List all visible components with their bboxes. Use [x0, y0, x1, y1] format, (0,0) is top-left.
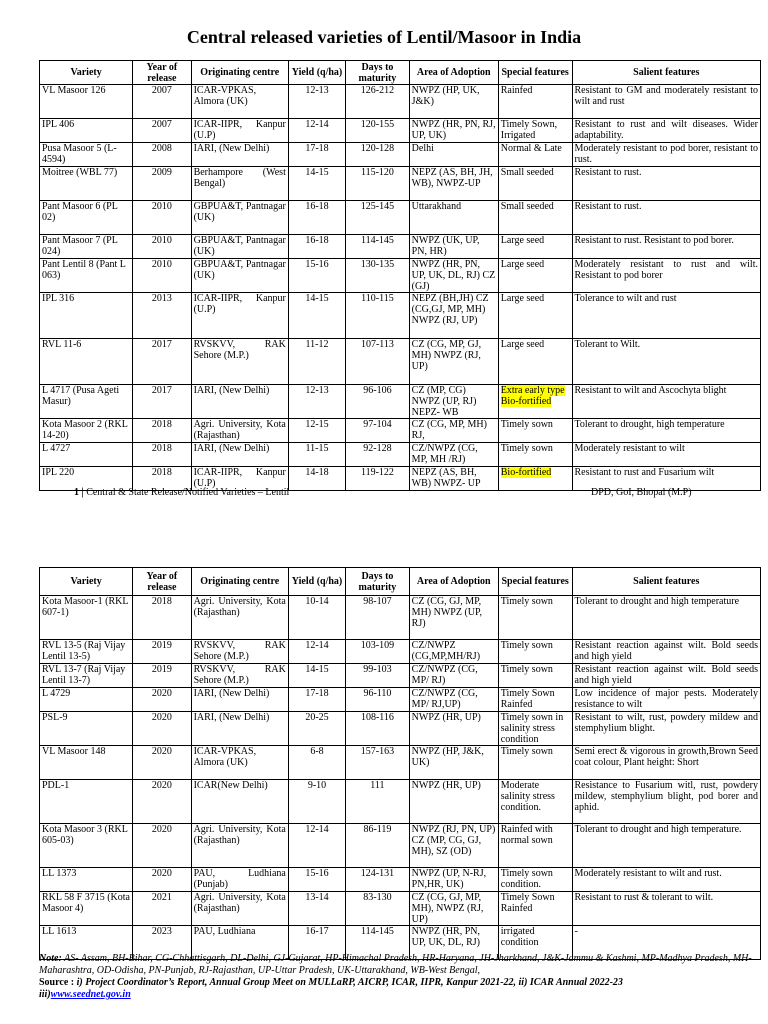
- note-text: AS- Assam, BH-Bihar, CG-Chhattisgarh, DL-Delhi, GJ-Gujarat, HP-Himachal Pradesh, HR-Haryana, JH-Jharkhand, J&K-Jammu & Kashmi, MP-Madhya Pradesh, MH-Maharashtra, OD-Odisha, PN-Punjab, RJ-Rajasthan, UP-Uttar Pradesh, UK-Uttarakhand, WB-West Bengal,: [39, 953, 752, 976]
- header-variety: Variety: [40, 61, 133, 85]
- cell-area: Uttarakhand: [409, 201, 498, 235]
- cell-maturity: 110-115: [346, 293, 409, 339]
- cell-salient: Resistant to rust and Fusarium wilt: [572, 467, 761, 491]
- table-row: [40, 293, 761, 339]
- cell-year: 2018: [133, 596, 191, 640]
- header-special: Special features: [498, 568, 572, 596]
- cell-area: CZ/NWPZ (CG,MP,MH/RJ): [409, 640, 498, 664]
- cell-salient: Moderately resistant to rust and wilt. Resistant to pod borer: [572, 259, 761, 293]
- cell-yield: 12-14: [288, 640, 345, 664]
- table-row: [40, 892, 761, 926]
- cell-area: NWPZ (RJ, PN, UP) CZ (MP, CG, GJ, MH), SZ (OD): [409, 824, 498, 868]
- cell-yield: 12-14: [288, 119, 345, 143]
- cell-salient: Resistant to rust & tolerant to wilt.: [572, 892, 761, 926]
- table-row: [40, 385, 761, 419]
- cell-variety: Kota Masoor-1 (RKL 607-1): [40, 596, 133, 640]
- cell-maturity: 96-106: [346, 385, 409, 419]
- cell-special: Large seed: [498, 293, 572, 339]
- header-salient: Salient features: [572, 61, 761, 85]
- cell-salient: Resistant reaction against wilt. Bold seeds and high yield: [572, 640, 761, 664]
- cell-yield: 14-15: [288, 167, 345, 201]
- cell-variety: Kota Masoor 2 (RKL 14-20): [40, 419, 133, 443]
- cell-variety: LL 1613: [40, 926, 133, 960]
- header-salient: Salient features: [572, 568, 761, 596]
- header-yield: Yield (q/ha): [288, 568, 345, 596]
- cell-origin: IARI, (New Delhi): [191, 443, 288, 467]
- cell-year: 2018: [133, 443, 191, 467]
- cell-salient: Resistant to rust.: [572, 167, 761, 201]
- cell-origin: ICAR-IIPR, Kanpur (U.P): [191, 467, 288, 491]
- cell-special: Small seeded: [498, 201, 572, 235]
- cell-variety: L 4717 (Pusa Ageti Masur): [40, 385, 133, 419]
- varieties-table-2: [39, 567, 761, 960]
- cell-salient: Moderately resistant to wilt and rust.: [572, 868, 761, 892]
- cell-maturity: 107-113: [346, 339, 409, 385]
- table-row: [40, 746, 761, 780]
- cell-special: Large seed: [498, 235, 572, 259]
- cell-special: Timely Sown Rainfed: [498, 892, 572, 926]
- cell-variety: IPL 316: [40, 293, 133, 339]
- table-row: [40, 339, 761, 385]
- cell-special: [498, 467, 572, 491]
- cell-special: Timely sown: [498, 746, 572, 780]
- footer-separator: |: [81, 487, 84, 498]
- page-title: Central released varieties of Lentil/Masoor in India: [186, 27, 582, 47]
- cell-maturity: 86-119: [346, 824, 409, 868]
- cell-maturity: 99-103: [346, 664, 409, 688]
- cell-origin: Agri. University, Kota (Rajasthan): [191, 824, 288, 868]
- cell-special: Timely Sown Rainfed: [498, 688, 572, 712]
- cell-maturity: 119-122: [346, 467, 409, 491]
- cell-year: 2017: [133, 339, 191, 385]
- cell-year: 2009: [133, 167, 191, 201]
- cell-year: 2020: [133, 868, 191, 892]
- table-row: [40, 235, 761, 259]
- highlight: Bio-fortified: [500, 467, 552, 478]
- table-row: [40, 143, 761, 167]
- cell-yield: 20-25: [288, 712, 345, 746]
- cell-origin: IARI, (New Delhi): [191, 688, 288, 712]
- cell-salient: Tolerance to wilt and rust: [572, 293, 761, 339]
- cell-special: Timely sown in salinity stress condition: [498, 712, 572, 746]
- cell-variety: Pusa Masoor 5 (L-4594): [40, 143, 133, 167]
- cell-variety: RKL 58 F 3715 (Kota Masoor 4): [40, 892, 133, 926]
- cell-salient: Tolerant to drought, high temperature: [572, 419, 761, 443]
- cell-special: irrigated condition: [498, 926, 572, 960]
- cell-yield: 15-16: [288, 868, 345, 892]
- cell-salient: Moderately resistant to pod borer, resistant to rust.: [572, 143, 761, 167]
- cell-variety: PDL-1: [40, 780, 133, 824]
- table-row: [40, 419, 761, 443]
- cell-variety: RVL 13-5 (Raj Vijay Lentil 13-5): [40, 640, 133, 664]
- cell-salient: Tolerant to drought and high temperature: [572, 596, 761, 640]
- cell-area: NWPZ (HR, PN, UP, UK, DL, RJ): [409, 926, 498, 960]
- cell-salient: Tolerant to drought and high temperature.: [572, 824, 761, 868]
- cell-yield: 14-15: [288, 664, 345, 688]
- header-year: Year of release: [133, 568, 191, 596]
- cell-maturity: 103-109: [346, 640, 409, 664]
- cell-yield: 14-18: [288, 467, 345, 491]
- cell-origin: Agri. University, Kota (Rajasthan): [191, 596, 288, 640]
- cell-maturity: 111: [346, 780, 409, 824]
- cell-salient: Low incidence of major pests. Moderately resistance to wilt: [572, 688, 761, 712]
- source-iii: iii): [39, 989, 51, 1000]
- cell-maturity: 114-145: [346, 926, 409, 960]
- cell-area: NWPZ (UP, N-RJ, PN,HR, UK): [409, 868, 498, 892]
- cell-yield: 12-13: [288, 385, 345, 419]
- cell-yield: 16-17: [288, 926, 345, 960]
- cell-area: CZ/NWPZ (CG, MP, MH /RJ): [409, 443, 498, 467]
- source-label: Source :: [39, 977, 75, 988]
- cell-maturity: 120-155: [346, 119, 409, 143]
- cell-salient: Resistant to wilt, rust, powdery mildew and stemphylium blight.: [572, 712, 761, 746]
- cell-yield: 17-18: [288, 688, 345, 712]
- cell-special: Small seeded: [498, 167, 572, 201]
- cell-origin: ICAR-VPKAS, Almora (UK): [191, 85, 288, 119]
- cell-yield: 11-12: [288, 339, 345, 385]
- cell-salient: Resistant to rust. Resistant to pod borer.: [572, 235, 761, 259]
- cell-yield: 10-14: [288, 596, 345, 640]
- cell-maturity: 114-145: [346, 235, 409, 259]
- cell-special: Moderate salinity stress condition.: [498, 780, 572, 824]
- note-label: Note:: [39, 953, 62, 964]
- cell-origin: ICAR-VPKAS, Almora (UK): [191, 746, 288, 780]
- cell-year: 2010: [133, 235, 191, 259]
- cell-maturity: 125-145: [346, 201, 409, 235]
- cell-maturity: 115-120: [346, 167, 409, 201]
- cell-origin: IARI, (New Delhi): [191, 712, 288, 746]
- source: [39, 977, 761, 989]
- footer-title: Central & State Release/Notified Varieties – Lentil: [86, 487, 290, 498]
- cell-yield: 12-14: [288, 824, 345, 868]
- seednet-link[interactable]: www.seednet.gov.in: [50, 989, 131, 1000]
- note: [39, 953, 761, 977]
- cell-year: 2008: [133, 143, 191, 167]
- cell-area: NEPZ (AS, BH, WB) NWPZ- UP: [409, 467, 498, 491]
- cell-area: CZ (CG, GJ, MP, MH), NWPZ (RJ, UP): [409, 892, 498, 926]
- cell-special: Large seed: [498, 339, 572, 385]
- cell-year: 2020: [133, 824, 191, 868]
- cell-special: Timely sown: [498, 640, 572, 664]
- cell-origin: Berhampore (West Bengal): [191, 167, 288, 201]
- cell-origin: ICAR-IIPR, Kanpur (U.P): [191, 293, 288, 339]
- header-year: Year of release: [133, 61, 191, 85]
- cell-variety: L 4727: [40, 443, 133, 467]
- cell-area: NWPZ (HR, PN, RJ, UP, UK): [409, 119, 498, 143]
- cell-year: 2007: [133, 85, 191, 119]
- cell-special: [498, 385, 572, 419]
- cell-area: Delhi: [409, 143, 498, 167]
- cell-origin: IARI, (New Delhi): [191, 143, 288, 167]
- cell-salient: Resistant to rust.: [572, 201, 761, 235]
- cell-area: CZ (CG, GJ, MP, MH) NWPZ (UP, RJ): [409, 596, 498, 640]
- cell-special: Large seed: [498, 259, 572, 293]
- cell-year: 2019: [133, 640, 191, 664]
- cell-yield: 16-18: [288, 201, 345, 235]
- cell-origin: GBPUA&T, Pantnagar (UK): [191, 201, 288, 235]
- varieties-table-1: [39, 60, 761, 491]
- cell-special: Timely sown: [498, 596, 572, 640]
- cell-yield: 14-15: [288, 293, 345, 339]
- footer-left: [74, 487, 289, 498]
- cell-maturity: 130-135: [346, 259, 409, 293]
- cell-origin: PAU, Ludhiana (Punjab): [191, 868, 288, 892]
- cell-variety: Pant Masoor 6 (PL 02): [40, 201, 133, 235]
- cell-variety: IPL 220: [40, 467, 133, 491]
- cell-special: Timely sown: [498, 419, 572, 443]
- highlight: Extra early type Bio-fortified: [500, 385, 565, 407]
- cell-special: Rainfed with normal sown: [498, 824, 572, 868]
- cell-yield: 11-15: [288, 443, 345, 467]
- cell-area: CZ (MP, CG) NWPZ (UP, RJ) NEPZ- WB: [409, 385, 498, 419]
- cell-origin: Agri. University, Kota (Rajasthan): [191, 892, 288, 926]
- cell-year: 2020: [133, 688, 191, 712]
- table-row: [40, 443, 761, 467]
- table-row: [40, 824, 761, 868]
- header-area: Area of Adoption: [409, 61, 498, 85]
- table-row: [40, 664, 761, 688]
- cell-salient: Semi erect & vigorous in growth,Brown Seed coat colour, Plant height: Short: [572, 746, 761, 780]
- table-row: [40, 712, 761, 746]
- cell-area: CZ/NWPZ (CG, MP/ RJ,UP): [409, 688, 498, 712]
- cell-year: 2010: [133, 259, 191, 293]
- cell-area: NEPZ (BH,JH) CZ (CG,GJ, MP, MH) NWPZ (RJ, UP): [409, 293, 498, 339]
- cell-special: Timely sown condition.: [498, 868, 572, 892]
- cell-salient: Resistant reaction against wilt. Bold seeds and high yield: [572, 664, 761, 688]
- cell-variety: VL Masoor 126: [40, 85, 133, 119]
- cell-origin: RVSKVV, RAK Sehore (M.P.): [191, 664, 288, 688]
- cell-origin: IARI, (New Delhi): [191, 385, 288, 419]
- source-text: i) Project Coordinator’s Report, Annual Group Meet on MULLaRP, AICRP, ICAR, IIPR, Kanpur 2021-22, ii) ICAR Annual 2022-23: [74, 977, 623, 988]
- cell-year: 2010: [133, 201, 191, 235]
- cell-area: NWPZ (HP, UK, J&K): [409, 85, 498, 119]
- header-area: Area of Adoption: [409, 568, 498, 596]
- cell-year: 2013: [133, 293, 191, 339]
- cell-yield: 12-15: [288, 419, 345, 443]
- cell-area: NWPZ (HR, PN, UP, UK, DL, RJ) CZ (GJ): [409, 259, 498, 293]
- cell-variety: Moitree (WBL 77): [40, 167, 133, 201]
- header-origin: Originating centre: [191, 568, 288, 596]
- table-row: [40, 201, 761, 235]
- cell-maturity: 92-128: [346, 443, 409, 467]
- cell-year: 2007: [133, 119, 191, 143]
- footer-right: DPD, GoI, Bhopal (M.P): [591, 487, 692, 498]
- cell-yield: 15-16: [288, 259, 345, 293]
- cell-area: NWPZ (HR, UP): [409, 712, 498, 746]
- table-row: [40, 868, 761, 892]
- table-row: [40, 167, 761, 201]
- cell-maturity: 98-107: [346, 596, 409, 640]
- cell-area: NWPZ (HP, J&K, UK): [409, 746, 498, 780]
- cell-salient: -: [572, 926, 761, 960]
- cell-area: CZ/NWPZ (CG, MP/ RJ): [409, 664, 498, 688]
- cell-year: 2020: [133, 746, 191, 780]
- cell-origin: GBPUA&T, Pantnagar (UK): [191, 235, 288, 259]
- cell-yield: 6-8: [288, 746, 345, 780]
- cell-special: Timely Sown, Irrigated: [498, 119, 572, 143]
- cell-area: NWPZ (HR, UP): [409, 780, 498, 824]
- cell-variety: RVL 11-6: [40, 339, 133, 385]
- table-row: [40, 259, 761, 293]
- cell-variety: Kota Masoor 3 (RKL 605-03): [40, 824, 133, 868]
- cell-salient: Moderately resistant to wilt: [572, 443, 761, 467]
- cell-year: 2020: [133, 780, 191, 824]
- cell-variety: VL Masoor 148: [40, 746, 133, 780]
- cell-year: 2018: [133, 467, 191, 491]
- cell-maturity: 83-130: [346, 892, 409, 926]
- cell-maturity: 157-163: [346, 746, 409, 780]
- cell-maturity: 96-110: [346, 688, 409, 712]
- cell-maturity: 97-104: [346, 419, 409, 443]
- cell-area: NEPZ (AS, BH, JH, WB), NWPZ-UP: [409, 167, 498, 201]
- page-number: 1: [74, 487, 79, 498]
- cell-year: 2021: [133, 892, 191, 926]
- cell-special: Timely sown: [498, 664, 572, 688]
- cell-origin: GBPUA&T, Pantnagar (UK): [191, 259, 288, 293]
- cell-maturity: 124-131: [346, 868, 409, 892]
- cell-maturity: 120-128: [346, 143, 409, 167]
- cell-year: 2020: [133, 712, 191, 746]
- table-row: [40, 85, 761, 119]
- cell-variety: Pant Masoor 7 (PL 024): [40, 235, 133, 259]
- cell-year: 2018: [133, 419, 191, 443]
- cell-maturity: 108-116: [346, 712, 409, 746]
- cell-variety: Pant Lentil 8 (Pant L 063): [40, 259, 133, 293]
- cell-yield: 12-13: [288, 85, 345, 119]
- cell-yield: 13-14: [288, 892, 345, 926]
- cell-origin: ICAR(New Delhi): [191, 780, 288, 824]
- cell-special: Rainfed: [498, 85, 572, 119]
- cell-area: CZ (CG, MP, GJ, MH) NWPZ (RJ, UP): [409, 339, 498, 385]
- cell-yield: 16-18: [288, 235, 345, 259]
- cell-salient: Resistance to Fusarium witl, rust, powdery mildew, stemphylium blight, pod borer and aphid.: [572, 780, 761, 824]
- cell-variety: PSL-9: [40, 712, 133, 746]
- cell-salient: Resistant to GM and moderately resistant to wilt and rust: [572, 85, 761, 119]
- cell-origin: RVSKVV, RAK Sehore (M.P.): [191, 339, 288, 385]
- cell-salient: Tolerant to Wilt.: [572, 339, 761, 385]
- table-row: [40, 688, 761, 712]
- cell-origin: Agri. University, Kota (Rajasthan): [191, 419, 288, 443]
- cell-origin: PAU, Ludhiana: [191, 926, 288, 960]
- cell-area: NWPZ (UK, UP, PN, HR): [409, 235, 498, 259]
- cell-variety: L 4729: [40, 688, 133, 712]
- source-link-line: [39, 989, 761, 1001]
- cell-variety: LL 1373: [40, 868, 133, 892]
- cell-origin: ICAR-IIPR, Kanpur (U.P): [191, 119, 288, 143]
- header-maturity: Days to maturity: [346, 568, 409, 596]
- cell-area: CZ (CG, MP, MH) RJ,: [409, 419, 498, 443]
- header-origin: Originating centre: [191, 61, 288, 85]
- cell-special: Normal & Late: [498, 143, 572, 167]
- cell-salient: Resistant to rust and wilt diseases. Wider adaptability.: [572, 119, 761, 143]
- cell-variety: IPL 406: [40, 119, 133, 143]
- cell-origin: RVSKVV, RAK Sehore (M.P.): [191, 640, 288, 664]
- cell-special: Timely sown: [498, 443, 572, 467]
- header-maturity: Days to maturity: [346, 61, 409, 85]
- cell-year: 2017: [133, 385, 191, 419]
- header-variety: Variety: [40, 568, 133, 596]
- cell-salient: Resistant to wilt and Ascochyta blight: [572, 385, 761, 419]
- cell-maturity: 126-212: [346, 85, 409, 119]
- cell-yield: 9-10: [288, 780, 345, 824]
- cell-year: 2019: [133, 664, 191, 688]
- cell-yield: 17-18: [288, 143, 345, 167]
- table-row: [40, 640, 761, 664]
- table-row: [40, 596, 761, 640]
- table-row: [40, 780, 761, 824]
- header-yield: Yield (q/ha): [288, 61, 345, 85]
- cell-year: 2023: [133, 926, 191, 960]
- table-row: [40, 119, 761, 143]
- header-special: Special features: [498, 61, 572, 85]
- cell-variety: RVL 13-7 (Raj Vijay Lentil 13-7): [40, 664, 133, 688]
- notes-block: [39, 953, 761, 1001]
